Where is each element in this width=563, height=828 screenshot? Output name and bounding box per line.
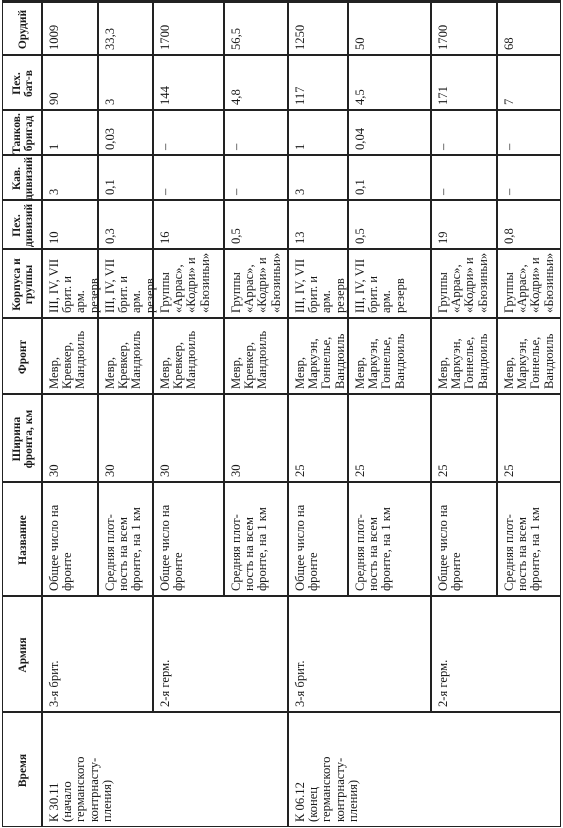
table-cell-text: 19 — [436, 231, 450, 244]
table-cell — [153, 110, 224, 155]
table-cell — [42, 200, 98, 249]
table-cell — [288, 55, 348, 110]
table-cell-text: Средняя плот- ность на всем фронте, на 1 км — [229, 507, 270, 591]
table-cell — [42, 249, 101, 318]
table-cell — [288, 482, 348, 596]
army-cell — [42, 596, 153, 712]
table-cell — [98, 249, 157, 318]
table-cell — [288, 249, 348, 318]
table-cell — [497, 55, 561, 110]
table-cell — [224, 0, 288, 2]
table-cell — [153, 394, 224, 482]
table-cell-text: 3 — [103, 98, 117, 105]
column-header-text: Фронт — [17, 339, 29, 375]
table-cell — [42, 394, 98, 482]
table-cell-text: – — [158, 188, 172, 195]
table-cell — [153, 0, 224, 2]
table-cell-text: 30 — [158, 464, 172, 477]
table-cell-text: 25 — [353, 464, 367, 477]
table-cell — [348, 55, 431, 110]
column-header — [2, 318, 42, 394]
table-cell — [153, 249, 224, 318]
column-header-text: Пех. дивизий — [11, 203, 35, 248]
table-cell — [288, 2, 348, 55]
table-cell — [348, 155, 431, 200]
table-cell — [42, 155, 98, 200]
table-cell — [98, 55, 153, 110]
column-header-text: Орудий — [17, 9, 29, 50]
table-cell — [224, 110, 288, 155]
table-cell — [497, 200, 561, 249]
table-cell-text: 50 — [353, 37, 367, 50]
table-cell — [224, 318, 288, 394]
column-header — [2, 482, 42, 596]
table-cell — [348, 249, 431, 318]
table-cell — [348, 394, 431, 482]
column-header-text: Кав. дивизий — [11, 156, 35, 201]
column-header — [2, 0, 42, 2]
table-cell-text: Средняя плот- ность на всем фронте, на 1 км — [353, 507, 394, 591]
table-cell-text: 3 — [47, 188, 61, 195]
table-cell — [288, 110, 348, 155]
table-cell — [288, 200, 348, 249]
army-cell — [431, 596, 561, 712]
table-cell-text: Средняя плот- ность на всем фронте, на 1 км — [502, 507, 543, 591]
table-cell-text: – — [436, 143, 450, 150]
table-cell-text: Группы «Аррас», «Кодри» и «Бюзиньи» — [229, 252, 283, 313]
table-cell-text: 25 — [436, 464, 450, 477]
table-cell-text: 0,5 — [229, 228, 243, 244]
table-cell-text: 1009 — [47, 24, 61, 50]
table-cell-text: 30 — [47, 464, 61, 477]
table-cell — [153, 155, 224, 200]
table-cell — [98, 394, 153, 482]
table-cell-text: 4,8 — [229, 89, 243, 105]
table-cell-text: 1 — [47, 143, 61, 150]
table-cell — [431, 200, 497, 249]
table-cell — [431, 394, 497, 482]
table-cell-text: – — [436, 188, 450, 195]
table-cell-text: III, IV, VII брит. и арм. резерв — [293, 258, 347, 313]
table-cell — [431, 155, 497, 200]
table-cell-text: 90 — [47, 92, 61, 105]
table-cell-text: 171 — [436, 86, 450, 105]
table-cell — [348, 318, 431, 394]
table-cell-text: Общее число на фронте — [47, 504, 75, 591]
table-cell-text: Общее число на фронте — [158, 504, 186, 591]
table-cell-text: Мевр, Кревкер, Мандюиль — [103, 330, 144, 389]
period-cell — [288, 712, 561, 827]
table-cell-text: 68 — [502, 37, 516, 50]
table-cell-text: Мевр, Кревкер, Мандюиль — [229, 330, 270, 389]
column-header — [2, 596, 42, 712]
table-cell — [497, 155, 561, 200]
army-cell-text: 2-я герм. — [436, 659, 450, 707]
table-cell-text: 1700 — [158, 24, 172, 50]
table-cell — [431, 482, 497, 596]
table-cell — [153, 318, 224, 394]
table-cell — [497, 318, 561, 394]
table-cell — [497, 0, 561, 2]
table-cell — [431, 249, 497, 318]
table-cell — [98, 0, 153, 2]
column-header — [2, 200, 42, 249]
table-cell — [153, 2, 224, 55]
table-cell — [348, 482, 431, 596]
army-cell — [153, 596, 288, 712]
table-cell-text: 30 — [103, 464, 117, 477]
table-cell-text: 0,1 — [353, 179, 367, 195]
table-cell-text: 3 — [293, 188, 307, 195]
table-cell — [153, 200, 224, 249]
period-cell — [42, 712, 288, 827]
army-cell-text: 2-я герм. — [158, 659, 172, 707]
army-cell-text: 3-я брит. — [47, 660, 61, 707]
table-cell-text: 0,5 — [353, 228, 367, 244]
table-cell-text: 7 — [502, 98, 516, 105]
table-cell — [98, 110, 153, 155]
table-cell-text: 0,03 — [103, 127, 117, 150]
table-cell — [153, 55, 224, 110]
table-cell-text: III, IV, VII брит. и арм. резерв — [353, 258, 407, 313]
table-cell-text: Общее число на фронте — [293, 504, 321, 591]
table-cell-text: 10 — [47, 231, 61, 244]
table-cell-text: 33,3 — [103, 27, 117, 50]
table-cell — [224, 482, 288, 596]
table-cell — [497, 110, 561, 155]
column-header-text: Корпуса и группы — [11, 258, 35, 311]
table-cell-text: Мевр, Маркуэн, Гоннелье, Вандюиль — [436, 333, 490, 389]
table-cell-text: Мевр, Маркуэн, Гоннелье, Вандюиль — [353, 333, 407, 389]
column-header-text: Пех. бат-в — [11, 70, 35, 97]
column-header-text: Название — [17, 515, 29, 565]
table-cell-text: Группы «Аррас», «Кодри» и «Бюзиньи» — [502, 252, 556, 313]
table-cell-text: Группы «Аррас», «Кодри» и «Бюзиньи» — [436, 252, 490, 313]
table-cell-text: 30 — [229, 464, 243, 477]
table-cell-text: 1 — [293, 143, 307, 150]
table-cell — [42, 55, 98, 110]
table-cell — [348, 0, 431, 2]
table-cell — [224, 55, 288, 110]
column-header — [2, 712, 42, 827]
table-cell — [288, 394, 348, 482]
table-cell — [98, 155, 153, 200]
table-cell — [288, 318, 348, 394]
table-cell-text: 0,04 — [353, 127, 367, 150]
table-cell — [224, 249, 288, 318]
army-cell — [288, 596, 431, 712]
table-cell — [431, 55, 497, 110]
table-cell-text: Средняя плот- ность на всем фронте, на 1 км — [103, 507, 144, 591]
table-cell — [497, 249, 561, 318]
column-header-text: Ширина фронта, км — [11, 409, 35, 469]
table-cell — [42, 482, 98, 596]
table-cell — [224, 394, 288, 482]
table-cell-text: 25 — [502, 464, 516, 477]
column-header-text: Время — [17, 753, 29, 788]
column-header-text: Танков. бригад — [11, 113, 35, 154]
column-header — [2, 2, 42, 55]
table-cell — [224, 200, 288, 249]
table-cell — [153, 482, 224, 596]
table-cell-text: 0,1 — [103, 179, 117, 195]
table-cell — [431, 110, 497, 155]
table-cell — [98, 2, 153, 55]
period-cell-text: К 06.12 (конец германского контрнасту- пления) — [293, 756, 360, 822]
table-cell-text: 0,3 — [103, 228, 117, 244]
table-cell — [288, 0, 348, 2]
table-cell — [98, 200, 153, 249]
period-cell-text: К 30.11 (начало германского контрнасту- пления) — [47, 756, 114, 822]
column-header — [2, 155, 42, 200]
table-cell — [431, 0, 497, 2]
column-header — [2, 110, 42, 155]
table-cell — [98, 318, 153, 394]
table-cell — [431, 318, 497, 394]
table-cell-text: 13 — [293, 231, 307, 244]
table-cell-text: III, IV, VII брит. и арм. резерв — [47, 258, 101, 313]
table-cell-text: 56,5 — [229, 27, 243, 50]
table-cell — [288, 155, 348, 200]
table-cell-text: Мевр, Маркуэн, Гоннелье, Вандюиль — [502, 333, 556, 389]
table-cell-text: 144 — [158, 86, 172, 105]
column-header — [2, 249, 42, 318]
table-cell-text: 16 — [158, 231, 172, 244]
table-cell — [497, 394, 561, 482]
table-cell-text: – — [229, 143, 243, 150]
table-cell — [497, 482, 561, 596]
column-header-text: Армия — [17, 637, 29, 673]
column-header — [2, 394, 42, 482]
table-cell — [98, 482, 153, 596]
army-cell-text: 3-я брит. — [293, 660, 307, 707]
table-cell-text: 0,8 — [502, 228, 516, 244]
table-cell — [42, 318, 98, 394]
table-cell-text: Мевр, Кревкер, Мандюиль — [47, 330, 88, 389]
table-cell-text: III, IV, VII брит. и арм. резерв — [103, 258, 157, 313]
table-cell-text: 4,5 — [353, 89, 367, 105]
column-header — [2, 55, 42, 110]
table-cell — [224, 155, 288, 200]
table-cell-text: Мевр, Кревкер, Мандюиль — [158, 330, 199, 389]
table-cell-text: Группы «Аррас», «Кодри» и «Бюзиньи» — [158, 252, 212, 313]
table-cell-text: – — [158, 143, 172, 150]
table-cell — [348, 110, 431, 155]
table-cell-text: Общее число на фронте — [436, 504, 464, 591]
table-cell-text: – — [229, 188, 243, 195]
table-cell — [348, 2, 431, 55]
table-cell — [431, 2, 497, 55]
table-cell — [497, 2, 561, 55]
table-cell-text: – — [502, 188, 516, 195]
table-cell — [42, 2, 98, 55]
table-cell-text: – — [502, 143, 516, 150]
table-cell-text: 117 — [293, 86, 307, 105]
table-cell-text: 25 — [293, 464, 307, 477]
table-cell-text: 1250 — [293, 24, 307, 50]
table-cell-text: Мевр, Маркуэн, Гоннелье, Вандюиль — [293, 333, 347, 389]
table-cell — [42, 0, 98, 2]
table-cell — [224, 2, 288, 55]
table-cell-text: 1700 — [436, 24, 450, 50]
table-cell — [42, 110, 98, 155]
table-cell — [348, 200, 431, 249]
